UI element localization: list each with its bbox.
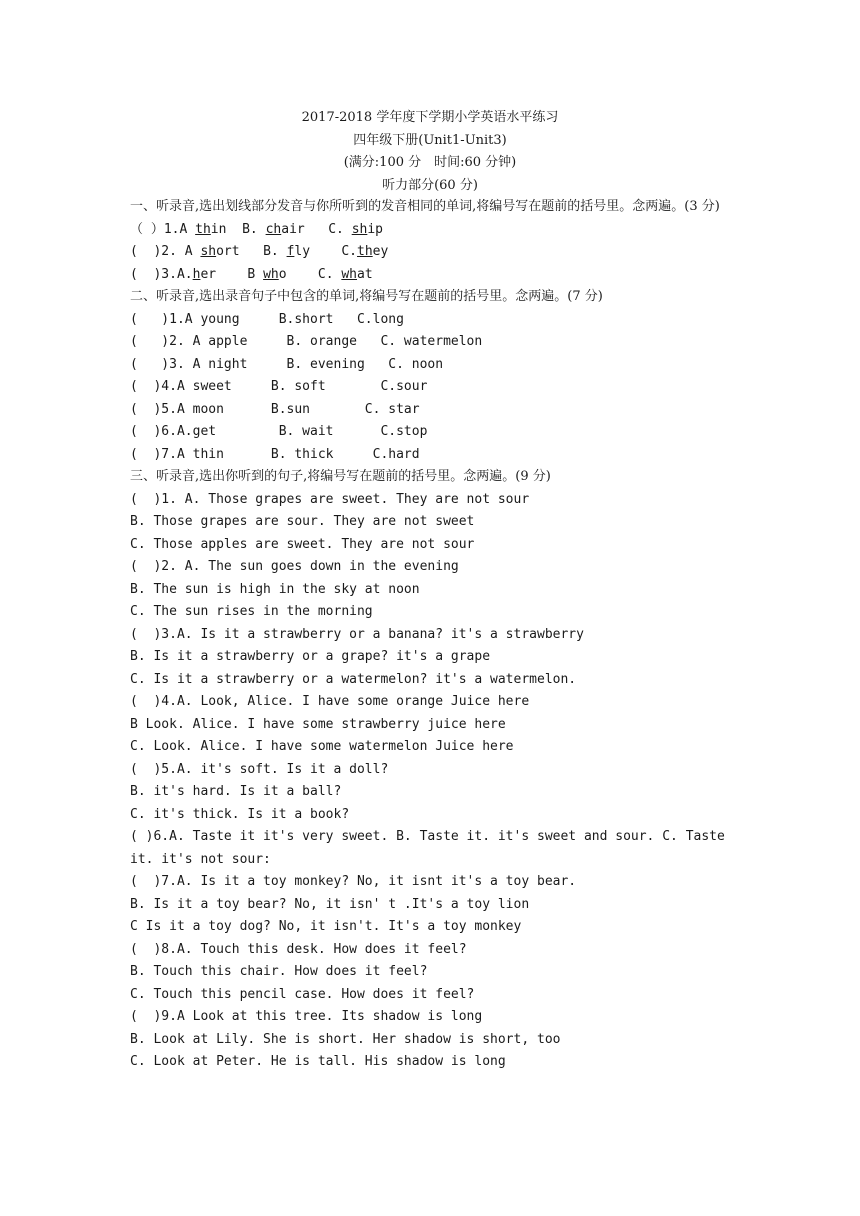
underlined-part: wh: [341, 266, 358, 282]
section3-line: B. it's hard. Is it a ball?: [130, 784, 342, 799]
exam-subtitle: 四年级下册(Unit1-Unit3): [353, 132, 507, 148]
section1-question-1: （ ）1.A thin B. chair C. ship: [130, 221, 384, 237]
section3-line: C. Is it a strawberry or a watermelon? it's a watermelon.: [130, 671, 577, 687]
section3-line: B. Touch this chair. How does it feel?: [130, 964, 428, 979]
underlined-part: h: [192, 266, 201, 282]
exam-meta: (满分:100 分 时间:60 分钟): [343, 155, 517, 170]
section3-line: C. Touch this pencil case. How does it feel?: [130, 986, 475, 1002]
document-body: [130, 196, 740, 1074]
section3-line: B. Those grapes are sour. They are not sweet: [130, 514, 475, 529]
section3-line: ( )7.A. Is it a toy monkey? No, it isnt it's a toy bear.: [130, 874, 577, 889]
section3-line: C. it's thick. Is it a book?: [130, 806, 350, 822]
section3-line: C. The sun rises in the morning: [130, 604, 373, 619]
section3-line: B. Is it a toy bear? No, it isn' t .It's a toy lion: [130, 896, 530, 912]
underlined-part: ch: [265, 221, 282, 237]
section3-line: ( )1. A. Those grapes are sweet. They are not sour: [130, 491, 530, 507]
underlined-part: f: [286, 244, 295, 259]
section2-line: ( )5.A moon B.sun C. star: [130, 401, 420, 417]
section3-line: ( )4.A. Look, Alice. I have some orange Juice here: [130, 694, 530, 709]
section3-line: ( )8.A. Touch this desk. How does it feel?: [130, 941, 467, 957]
section3-line: ( )6.A. Taste it it's very sweet. B. Taste it. it's sweet and sour. C. Taste it. it's not sour:: [130, 829, 725, 867]
section3-line: C Is it a toy dog? No, it isn't. It's a toy monkey: [130, 919, 522, 934]
section3-heading: 三、听录音,选出你听到的句子,将编号写在题前的括号里。念两遍。(9 分): [130, 469, 551, 484]
section3-line: B. Is it a strawberry or a grape? it's a grape: [130, 649, 491, 664]
section3-line: ( )5.A. it's soft. Is it a doll?: [130, 761, 389, 777]
section1-question-3: ( )3.A.her B who C. what: [130, 266, 373, 282]
section2-line: ( )2. A apple B. orange C. watermelon: [130, 334, 483, 349]
section2-line: ( )3. A night B. evening C. noon: [130, 356, 444, 372]
listening-part-title: 听力部分(60 分): [382, 177, 478, 193]
underlined-part: th: [357, 244, 373, 259]
section3-line: ( )2. A. The sun goes down in the evening: [130, 559, 459, 574]
section3-line: C. Look at Peter. He is tall. His shadow is long: [130, 1054, 506, 1069]
section3-line: C. Look. Alice. I have some watermelon Juice here: [130, 739, 514, 754]
section1-heading: 一、听录音,选出划线部分发音与你所听到的发音相同的单词,将编号写在题前的括号里。念两遍。(3 分): [130, 199, 720, 214]
section1-question-2: ( )2. A short B. fly C.they: [130, 244, 389, 259]
section3-line: B. The sun is high in the sky at noon: [130, 581, 420, 597]
section3-line: B Look. Alice. I have some strawberry juice here: [130, 716, 506, 732]
exam-title: 2017-2018 学年度下学期小学英语水平练习: [301, 110, 559, 125]
section3-line: ( )9.A Look at this tree. Its shadow is long: [130, 1009, 483, 1024]
underlined-part: th: [195, 221, 211, 237]
section2-line: ( )7.A thin B. thick C.hard: [130, 446, 420, 462]
underlined-part: wh: [263, 266, 279, 282]
section2-line: ( )6.A.get B. wait C.stop: [130, 424, 428, 439]
underlined-part: sh: [200, 244, 217, 259]
document-header: [0, 107, 860, 197]
section3-line: B. Look at Lily. She is short. Her shadow is short, too: [130, 1031, 561, 1047]
section2-heading: 二、听录音,选出录音句子中包含的单词,将编号写在题前的括号里。念两遍。(7 分): [130, 289, 603, 304]
section3-line: C. Those apples are sweet. They are not sour: [130, 536, 475, 552]
underlined-part: sh: [351, 221, 368, 237]
section2-line: ( )4.A sweet B. soft C.sour: [130, 379, 428, 394]
section2-line: ( )1.A young B.short C.long: [130, 311, 404, 327]
section3-line: ( )3.A. Is it a strawberry or a banana? it's a strawberry: [130, 626, 584, 642]
